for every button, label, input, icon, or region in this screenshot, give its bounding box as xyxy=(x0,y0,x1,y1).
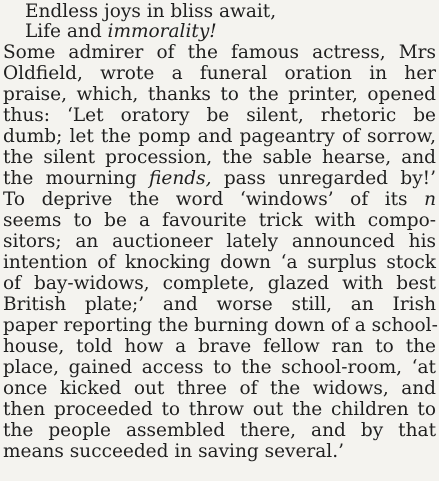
body-line-2: Oldfield, wrote a funeral oration in her xyxy=(3,63,436,84)
verse-line-1-text: Endless joys in bliss await, xyxy=(25,1,277,22)
body-line-17: once kicked out three of the widows, and xyxy=(3,378,436,399)
italic-word: immorality! xyxy=(107,21,217,42)
body-line-18: then proceeded to throw out the children to xyxy=(3,399,436,420)
italic-word: fiends, xyxy=(149,168,212,189)
body-line-8: To deprive the word ‘windows’ of its n xyxy=(3,189,436,210)
body-line-5: dumb; let the pomp and pageantry of sorrow, xyxy=(3,126,436,147)
body-line-12: of bay-widows, complete, glazed with best xyxy=(3,273,436,294)
body-line-10: sitors; an auctioneer lately announced his xyxy=(3,231,436,252)
body-line-20: means succeeded in saving several.’ xyxy=(3,441,344,462)
verse-line-2 xyxy=(25,21,385,43)
body-line-15: house, told how a brave fellow ran to the xyxy=(3,336,436,357)
body-line-14: paper reporting the burning down of a school- xyxy=(3,315,438,336)
body-line-3: praise, which, thanks to the printer, opened xyxy=(3,84,436,105)
body-line-16: place, gained access to the school-room, ‘at xyxy=(3,357,436,378)
verse-line-2-text: Life and immorality! xyxy=(25,21,217,42)
body-line-4: thus: ‘Let oratory be silent, rhetoric be xyxy=(3,105,436,126)
body-line-19: the people assembled there, and by that xyxy=(3,420,436,441)
body-line-1: Some admirer of the famous actress, Mrs xyxy=(3,42,436,63)
body-line-7: the mourning fiends, pass unregarded by!’ xyxy=(3,168,436,189)
body-line-11: intention of knocking down ‘a surplus stock xyxy=(3,252,436,273)
body-line-13: British plate;’ and worse still, an Irish xyxy=(3,294,436,315)
verse-line-1 xyxy=(25,1,385,23)
body-line-6: the silent procession, the sable hearse, and xyxy=(3,147,436,168)
body-line-9: seems to be a favourite trick with compo- xyxy=(3,210,436,231)
italic-word: n xyxy=(424,189,436,210)
